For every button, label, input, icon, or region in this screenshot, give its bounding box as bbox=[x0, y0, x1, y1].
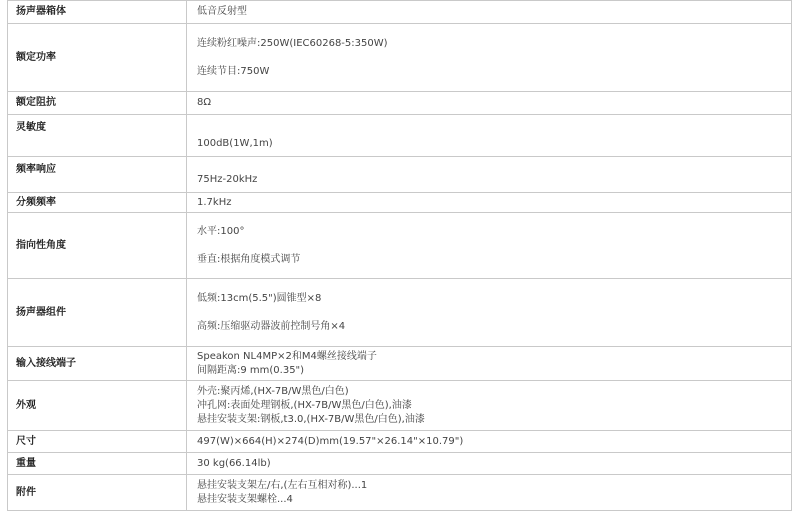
row-value bbox=[187, 347, 792, 381]
row-label: 输入接线端子 bbox=[8, 347, 187, 381]
row-label: 额定阻抗 bbox=[8, 92, 187, 115]
table-row bbox=[8, 475, 792, 511]
table-row bbox=[8, 381, 792, 431]
row-value bbox=[187, 92, 792, 115]
value-line: 1.7kHz bbox=[197, 196, 232, 208]
row-label: 指向性角度 bbox=[8, 213, 187, 279]
value-line: 连续粉红噪声:250W(IEC60268-5:350W) bbox=[197, 37, 388, 49]
value-line: 外壳:聚丙烯,(HX-7B/W黑色/白色) bbox=[197, 385, 349, 397]
row-label: 额定功率 bbox=[8, 24, 187, 92]
row-value bbox=[187, 193, 792, 213]
spec-table bbox=[7, 0, 792, 511]
row-label: 灵敏度 bbox=[8, 115, 187, 157]
value-line: 30 kg(66.14lb) bbox=[197, 457, 271, 469]
table-row bbox=[8, 115, 792, 157]
table-row bbox=[8, 213, 792, 279]
spec-table-body bbox=[8, 1, 792, 511]
value-line: 悬挂安装支架左/右,(左右互相对称)...1 bbox=[197, 479, 368, 491]
value-line: 8Ω bbox=[197, 97, 212, 108]
row-label: 分频频率 bbox=[8, 193, 187, 213]
row-label: 重量 bbox=[8, 453, 187, 475]
value-line: 低频:13cm(5.5")圆锥型×8 bbox=[197, 292, 322, 304]
row-label: 外观 bbox=[8, 381, 187, 431]
value-line: 悬挂安装支架:钢板,t3.0,(HX-7B/W黑色/白色),油漆 bbox=[197, 413, 425, 425]
row-value bbox=[187, 115, 792, 157]
value-line: 497(W)×664(H)×274(D)mm(19.57"×26.14"×10.79") bbox=[197, 435, 464, 447]
value-line: 高频:压缩驱动器波前控制号角×4 bbox=[197, 320, 346, 332]
table-row bbox=[8, 279, 792, 347]
table-row bbox=[8, 347, 792, 381]
table-row bbox=[8, 193, 792, 213]
row-value bbox=[187, 279, 792, 347]
row-label: 频率响应 bbox=[8, 157, 187, 193]
table-row bbox=[8, 1, 792, 24]
row-value bbox=[187, 24, 792, 92]
value-line: Speakon NL4MP×2和M4螺丝接线端子 bbox=[197, 350, 377, 362]
value-line: 间隔距离:9 mm(0.35") bbox=[197, 364, 305, 376]
value-line: 水平:100° bbox=[197, 225, 245, 237]
row-value bbox=[187, 431, 792, 453]
value-line: 75Hz-20kHz bbox=[197, 174, 258, 185]
table-row bbox=[8, 431, 792, 453]
row-value bbox=[187, 475, 792, 511]
row-value bbox=[187, 453, 792, 475]
row-value bbox=[187, 1, 792, 24]
row-label: 扬声器组件 bbox=[8, 279, 187, 347]
value-line: 连续节目:750W bbox=[197, 65, 270, 77]
table-row bbox=[8, 24, 792, 92]
row-label: 尺寸 bbox=[8, 431, 187, 453]
table-row bbox=[8, 453, 792, 475]
value-line: 冲孔网:表面处理钢板,(HX-7B/W黑色/白色),油漆 bbox=[197, 399, 412, 411]
value-line: 低音反射型 bbox=[197, 6, 247, 17]
table-row bbox=[8, 157, 792, 193]
value-line: 100dB(1W,1m) bbox=[197, 138, 273, 149]
row-label: 扬声器箱体 bbox=[8, 1, 187, 24]
row-label: 附件 bbox=[8, 475, 187, 511]
value-line: 垂直:根据角度模式调节 bbox=[197, 253, 301, 265]
row-value bbox=[187, 157, 792, 193]
table-row bbox=[8, 92, 792, 115]
value-line: 悬挂安装支架螺栓...4 bbox=[197, 493, 293, 505]
row-value bbox=[187, 381, 792, 431]
row-value bbox=[187, 213, 792, 279]
